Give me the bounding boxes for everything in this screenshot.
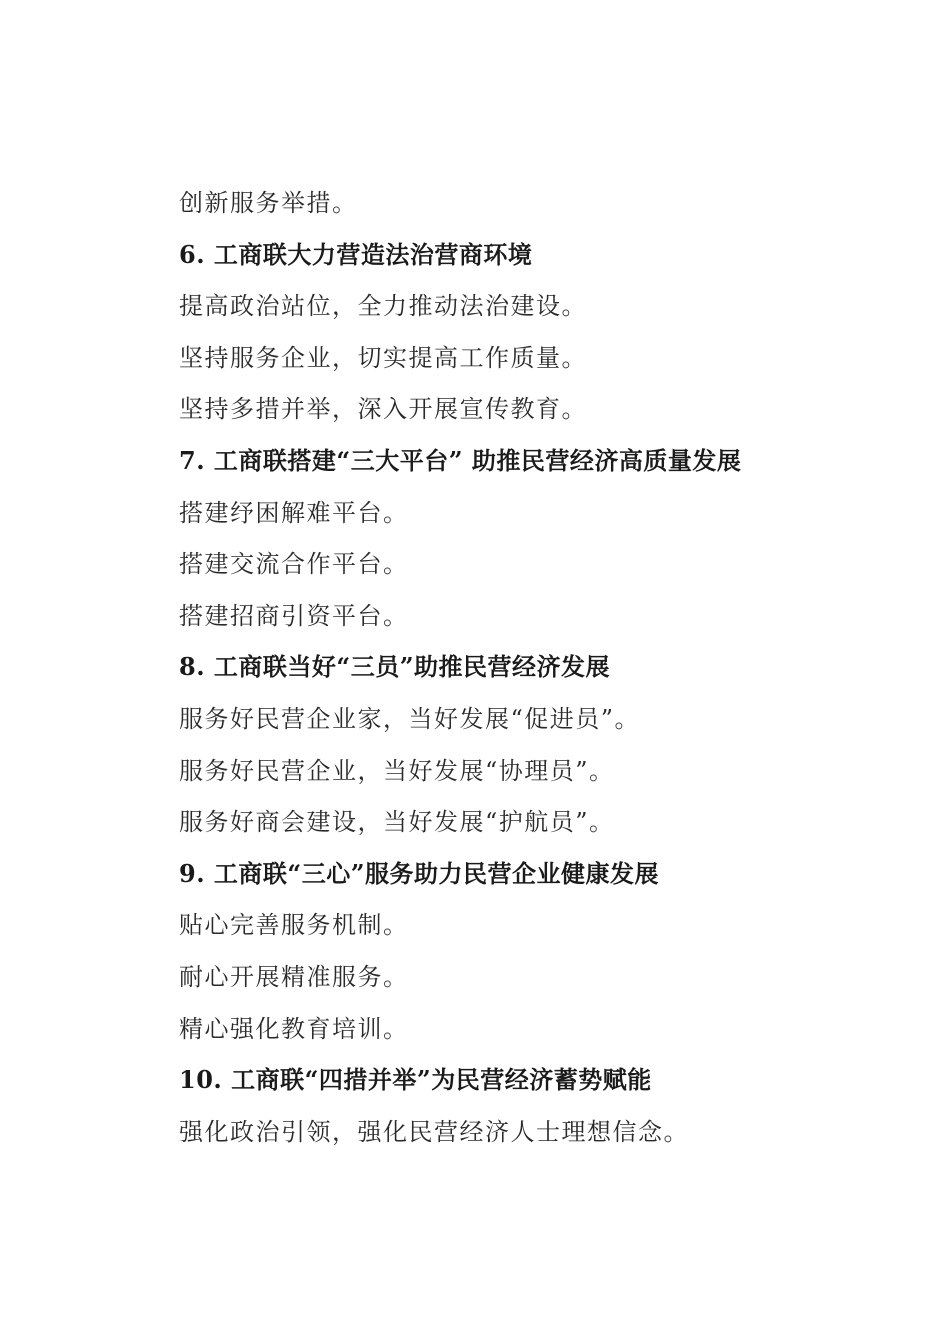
paragraph-line: 强化政治引领，强化民营经济人士理想信念。 <box>179 1117 689 1146</box>
paragraph-line: 耐心开展精准服务。 <box>179 962 409 991</box>
paragraph-line: 坚持多措并举，深入开展宣传教育。 <box>179 395 587 424</box>
paragraph-line: 服务好民营企业，当好发展“协理员”。 <box>179 756 615 785</box>
paragraph-line: 坚持服务企业，切实提高工作质量。 <box>179 343 587 372</box>
paragraph-line: 搭建招商引资平台。 <box>179 601 409 630</box>
section-heading-9: 9. 工商联“三心”服务助力民营企业健康发展 <box>179 858 660 888</box>
document-body <box>179 184 879 1164</box>
section-heading-10: 10. 工商联“四措并举”为民营经济蓄势赋能 <box>179 1065 652 1095</box>
paragraph-line: 贴心完善服务机制。 <box>179 911 409 940</box>
section-heading-7: 7. 工商联搭建“三大平台” 助推民营经济高质量发展 <box>179 445 742 475</box>
paragraph-line: 精心强化教育培训。 <box>179 1014 409 1043</box>
paragraph-line: 搭建交流合作平台。 <box>179 550 409 579</box>
paragraph-line: 服务好民营企业家，当好发展“促进员”。 <box>179 704 641 733</box>
paragraph-line: 服务好商会建设，当好发展“护航员”。 <box>179 808 615 837</box>
section-heading-6: 6. 工商联大力营造法治营商环境 <box>179 239 533 269</box>
paragraph-line: 提高政治站位，全力推动法治建设。 <box>179 292 587 321</box>
paragraph-line: 创新服务举措。 <box>179 189 358 217</box>
section-heading-8: 8. 工商联当好“三员”助推民营经济发展 <box>179 652 611 682</box>
paragraph-line: 搭建纾困解难平台。 <box>179 498 409 527</box>
